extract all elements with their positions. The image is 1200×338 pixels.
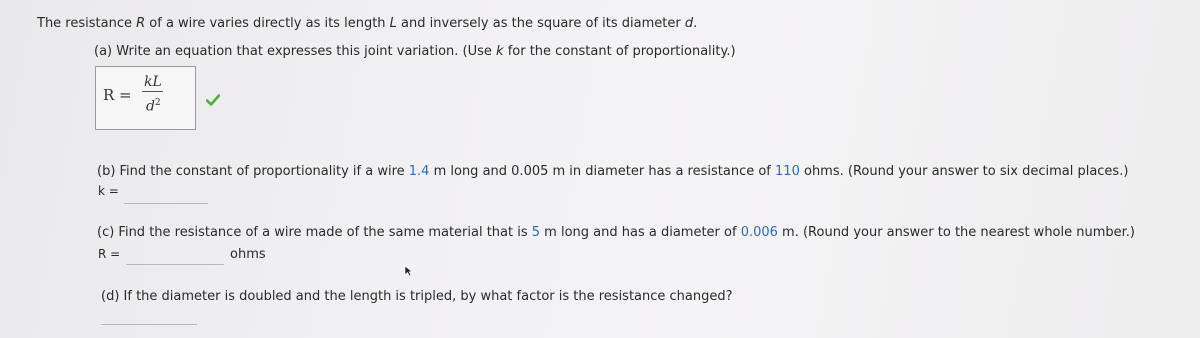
part-b-length: 1.4 <box>408 164 430 179</box>
mouse-cursor-icon <box>404 265 413 281</box>
var-L: L <box>389 16 397 31</box>
part-c-question: (c) Find the resistance of a wire made of the same material that is 5 m long and has a diameter of 0.006 m. (Round your answer to the nearest whole number.) <box>97 225 1135 240</box>
part-b-resistance: 110 <box>775 164 800 179</box>
part-d-question: (d) If the diameter is doubled and the length is tripled, by what factor is the resistance changed? <box>101 289 733 304</box>
part-b-question: (b) Find the constant of proportionality if a wire 1.4 m long and 0.005 m in diameter has a resistance of 110 ohms. (Round your answer to six decimal places.) <box>97 164 1129 179</box>
var-d: d <box>684 16 694 31</box>
part-c-label: R = <box>98 247 121 261</box>
part-a-numerator: kL <box>144 74 162 90</box>
part-a-denominator: $d^2$ <box>146 98 161 115</box>
part-a-lhs: R = <box>103 86 132 104</box>
part-c-unit: ohms <box>230 247 266 262</box>
part-c-diameter: 0.006 <box>740 225 778 240</box>
part-d-answer-input[interactable] <box>101 324 197 325</box>
part-c-length: 5 <box>531 225 541 240</box>
checkmark-icon <box>206 94 220 110</box>
problem-statement: The resistance R of a wire varies directly as its length L and inversely as the square of its diameter d. <box>37 16 698 31</box>
fraction-bar <box>142 91 163 92</box>
part-c-answer-input[interactable] <box>126 264 224 265</box>
var-R: R <box>136 16 146 31</box>
part-b-label: k = <box>98 184 119 198</box>
part-a-question: (a) Write an equation that expresses this joint variation. (Use k for the constant of proportionality.) <box>94 44 736 59</box>
part-b-answer-input[interactable] <box>124 203 208 204</box>
